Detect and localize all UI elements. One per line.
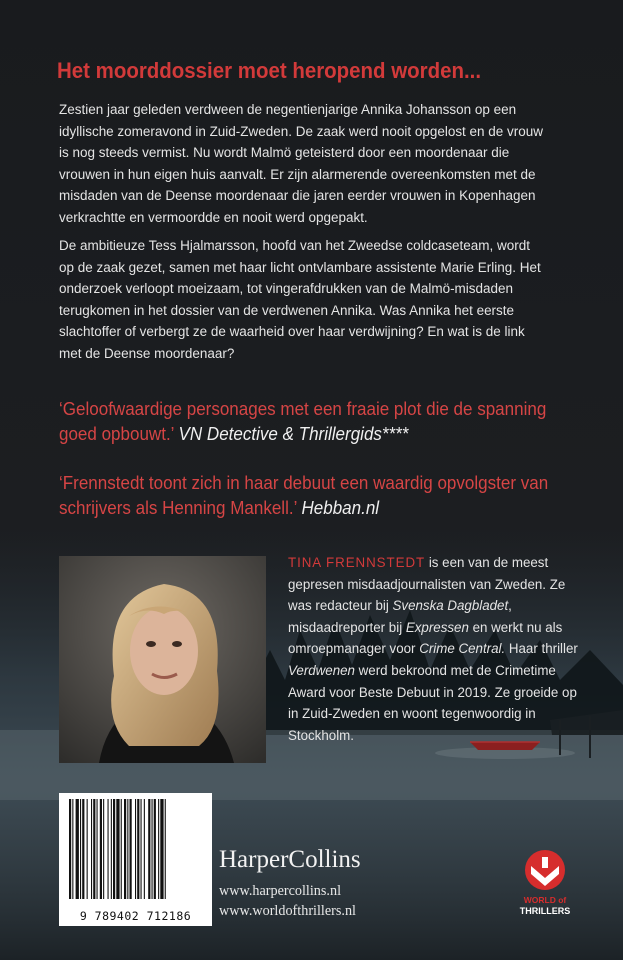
author-bio	[288, 553, 579, 747]
bio-text: , misdaadreporter bij	[288, 598, 512, 636]
series-url: www.worldofthrillers.nl	[219, 903, 356, 919]
logo-line-1: WORLD of	[523, 895, 567, 905]
review-quote-2	[59, 470, 551, 520]
quote-text: ‘Frennstedt toont zich in haar debuut een waardig opvolgster van schrijvers als Henning Mankell.’	[59, 472, 549, 518]
quote-source: VN Detective & Thrillergids	[178, 423, 382, 444]
rating-stars: ****	[381, 423, 409, 444]
logo-line-2: THRILLERS	[519, 906, 571, 916]
quote-text: ‘Geloofwaardige personages met een fraaie plot die de spanning goed opbouwt.’	[59, 398, 547, 444]
blurb-paragraph-1: Zestien jaar geleden verdween de negentienjarige Annika Johansson op een idyllische zomeravond in Zuid-Zweden. De zaak werd nooit opgelost en de vrouw is nog steeds vermist. Nu wordt Malmö geteisterd door een moordenaar die vrouwen in hun eigen huis aanvalt. Er zijn alarmerende overeenkomsten met de misdaden van de Deense moordenaar die jaren eerder vrouwen in Kopenhagen verkrachtte en vermoordde en nooit werd opgepakt.	[59, 102, 543, 226]
bio-text: en werkt nu als omroepmanager voor	[288, 619, 563, 658]
blurb-paragraph-2: De ambitieuze Tess Hjalmarsson, hoofd van het Zweedse coldcaseteam, wordt op de zaak gezet, samen met haar licht ontvlambare assistente Marie Erling. Het onderzoek verloopt moeizaam, tot vingerafdrukken van de Malmö-misdaden terugkomen in het dossier van de verdwenen Annika. Was Annika het eerste slachtoffer of verbergt ze de waarheid over haar verdwijning? En wat is de link met de Deense moordenaar?	[59, 238, 541, 362]
barcode-bars	[59, 793, 212, 905]
bio-book-title: Verdwenen	[288, 662, 355, 679]
publisher-name: HarperCollins	[219, 846, 361, 873]
author-photo	[59, 556, 266, 763]
isbn-barcode	[59, 793, 212, 926]
quote-source: Hebban.nl	[301, 497, 380, 518]
bio-publication: Svenska Dagbladet	[392, 598, 509, 615]
world-of-thrillers-logo	[519, 848, 571, 918]
author-name: TINA FRENNSTEDT	[288, 555, 426, 571]
bio-publication: Expressen	[405, 619, 469, 636]
headline: Het moorddossier moet heropend worden...	[57, 58, 482, 83]
review-quote-1	[59, 396, 551, 446]
bio-publication: Crime Central.	[419, 641, 506, 658]
bio-text: Haar thriller	[505, 641, 578, 658]
bio-text: werd bekroond met de Crimetime Award voor Beste Debuut in 2019. Ze groeide op in Zuid-Zweden en woont tegenwoordig in Stockholm.	[288, 662, 577, 744]
bio-text: is een van de meest gepresen misdaadjournalisten van Zweden. Ze was redacteur bij	[288, 555, 566, 615]
publisher-url: www.harpercollins.nl	[219, 883, 342, 899]
barcode-number: 9 789402 712186	[79, 909, 192, 923]
